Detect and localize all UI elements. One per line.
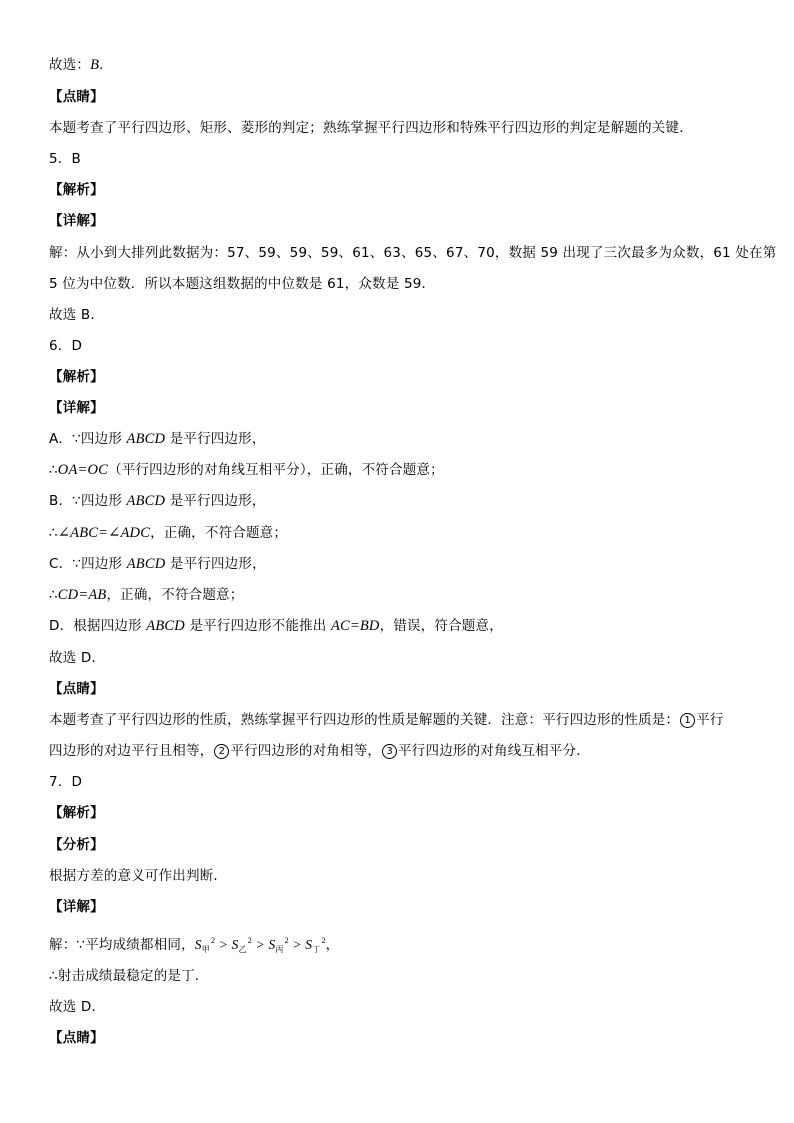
text: 平行四边形的对角相等， bbox=[230, 743, 382, 759]
answer-line: 故选 D． bbox=[49, 650, 106, 666]
math-expr: ABCD bbox=[146, 618, 185, 634]
text: 四边形的对边平行且相等， bbox=[49, 743, 214, 759]
math-expr: ABCD bbox=[126, 431, 166, 447]
section-heading-jiexi: 【解析】 bbox=[49, 182, 104, 198]
answer-line bbox=[49, 56, 113, 74]
superscript: 2 bbox=[284, 936, 289, 945]
greater-than: > bbox=[215, 937, 232, 952]
paragraph bbox=[49, 742, 590, 760]
text: 是平行四边形， bbox=[165, 556, 266, 572]
question-number-7: 7．D bbox=[49, 774, 83, 790]
circled-number-2: 2 bbox=[214, 744, 229, 759]
subscript: 甲 bbox=[201, 945, 210, 954]
text: ，正确，不符合题意； bbox=[106, 587, 244, 603]
solution-line bbox=[49, 555, 266, 573]
superscript: 2 bbox=[210, 936, 216, 945]
answer-line: 故选 B． bbox=[49, 307, 105, 323]
solution-line bbox=[49, 586, 243, 604]
text: 平行四边形的对角线互相平分． bbox=[398, 743, 590, 759]
section-heading-dianjing: 【点睛】 bbox=[49, 89, 104, 105]
answer-letter: B bbox=[90, 57, 100, 73]
section-heading-dianjing: 【点睛】 bbox=[49, 1030, 104, 1046]
math-expr: ABCD bbox=[126, 493, 166, 509]
math-expr: AC=BD bbox=[330, 618, 380, 634]
solution-line bbox=[49, 617, 503, 635]
section-heading-xiangjie: 【详解】 bbox=[49, 899, 104, 915]
paragraph: 解：从小到大排列此数据为：57、59、59、59、61、63、65、67、70，数据 59 出现了三次最多为众数，61 处在第 bbox=[49, 245, 777, 261]
superscript: 2 bbox=[247, 936, 252, 945]
math-expr: CD=AB bbox=[57, 587, 107, 603]
section-heading-jiexi: 【解析】 bbox=[49, 369, 104, 385]
text: ∴ bbox=[49, 525, 58, 541]
math-expr: OA=OC bbox=[57, 462, 109, 478]
text: ∴ bbox=[49, 587, 58, 603]
math-expr: ∠ABC=∠ADC bbox=[57, 525, 151, 541]
text: 平行 bbox=[696, 712, 724, 728]
variance-formula bbox=[195, 937, 326, 952]
solution-line bbox=[49, 524, 287, 542]
variance-symbol: S bbox=[231, 937, 239, 952]
paragraph: 根据方差的意义可作出判断． bbox=[49, 868, 228, 884]
text: A．∵四边形 bbox=[49, 431, 127, 447]
text: 解：∵平均成绩都相同， bbox=[49, 937, 195, 953]
paragraph: 5 位为中位数．所以本题这组数据的中位数是 61，众数是 59． bbox=[49, 276, 436, 292]
paragraph bbox=[49, 711, 724, 729]
answer-line: 故选 D． bbox=[49, 999, 106, 1015]
text: B．∵四边形 bbox=[49, 493, 127, 509]
paragraph: ∴射击成绩最稳定的是丁． bbox=[49, 968, 209, 984]
circled-number-3: 3 bbox=[382, 744, 397, 759]
text: 是平行四边形， bbox=[165, 431, 266, 447]
subscript: 丁 bbox=[312, 945, 321, 954]
text: ， bbox=[325, 937, 340, 953]
subscript: 乙 bbox=[238, 945, 247, 954]
text: C．∵四边形 bbox=[49, 556, 127, 572]
text: （平行四边形的对角线互相平分），正确，不符合题意； bbox=[108, 462, 444, 478]
solution-line bbox=[49, 492, 266, 510]
variance-symbol: S bbox=[268, 937, 276, 952]
text: ，正确，不符合题意； bbox=[150, 525, 288, 541]
text: ． bbox=[99, 57, 113, 73]
section-heading-xiangjie: 【详解】 bbox=[49, 213, 104, 229]
text: 是平行四边形， bbox=[165, 493, 266, 509]
variance-symbol: S bbox=[305, 937, 313, 952]
superscript: 2 bbox=[321, 936, 326, 945]
solution-line bbox=[49, 461, 444, 479]
greater-than: > bbox=[288, 937, 306, 952]
text: ∴ bbox=[49, 462, 58, 478]
question-number-6: 6．D bbox=[49, 338, 83, 354]
question-number-5: 5．B bbox=[49, 151, 81, 167]
text: 本题考查了平行四边形的性质，熟练掌握平行四边形的性质是解题的关键．注意：平行四边形的性质是： bbox=[49, 712, 680, 728]
section-heading-dianjing: 【点睛】 bbox=[49, 681, 104, 697]
variance-comparison-line bbox=[49, 932, 339, 959]
text: D．根据四边形 bbox=[49, 618, 147, 634]
subscript: 丙 bbox=[275, 945, 284, 954]
text: 是平行四边形不能推出 bbox=[184, 618, 331, 634]
solution-line bbox=[49, 430, 266, 448]
section-heading-fenxi: 【分析】 bbox=[49, 837, 104, 853]
section-heading-jiexi: 【解析】 bbox=[49, 805, 104, 821]
paragraph: 本题考查了平行四边形、矩形、菱形的判定；熟练掌握平行四边形和特殊平行四边形的判定是解题的关键． bbox=[49, 120, 693, 136]
text: 故选： bbox=[49, 57, 91, 73]
section-heading-xiangjie: 【详解】 bbox=[49, 400, 104, 416]
variance-symbol: S bbox=[194, 937, 202, 952]
greater-than: > bbox=[251, 937, 269, 952]
math-expr: ABCD bbox=[126, 556, 166, 572]
text: ，错误，符合题意， bbox=[379, 618, 503, 634]
circled-number-1: 1 bbox=[680, 713, 695, 728]
